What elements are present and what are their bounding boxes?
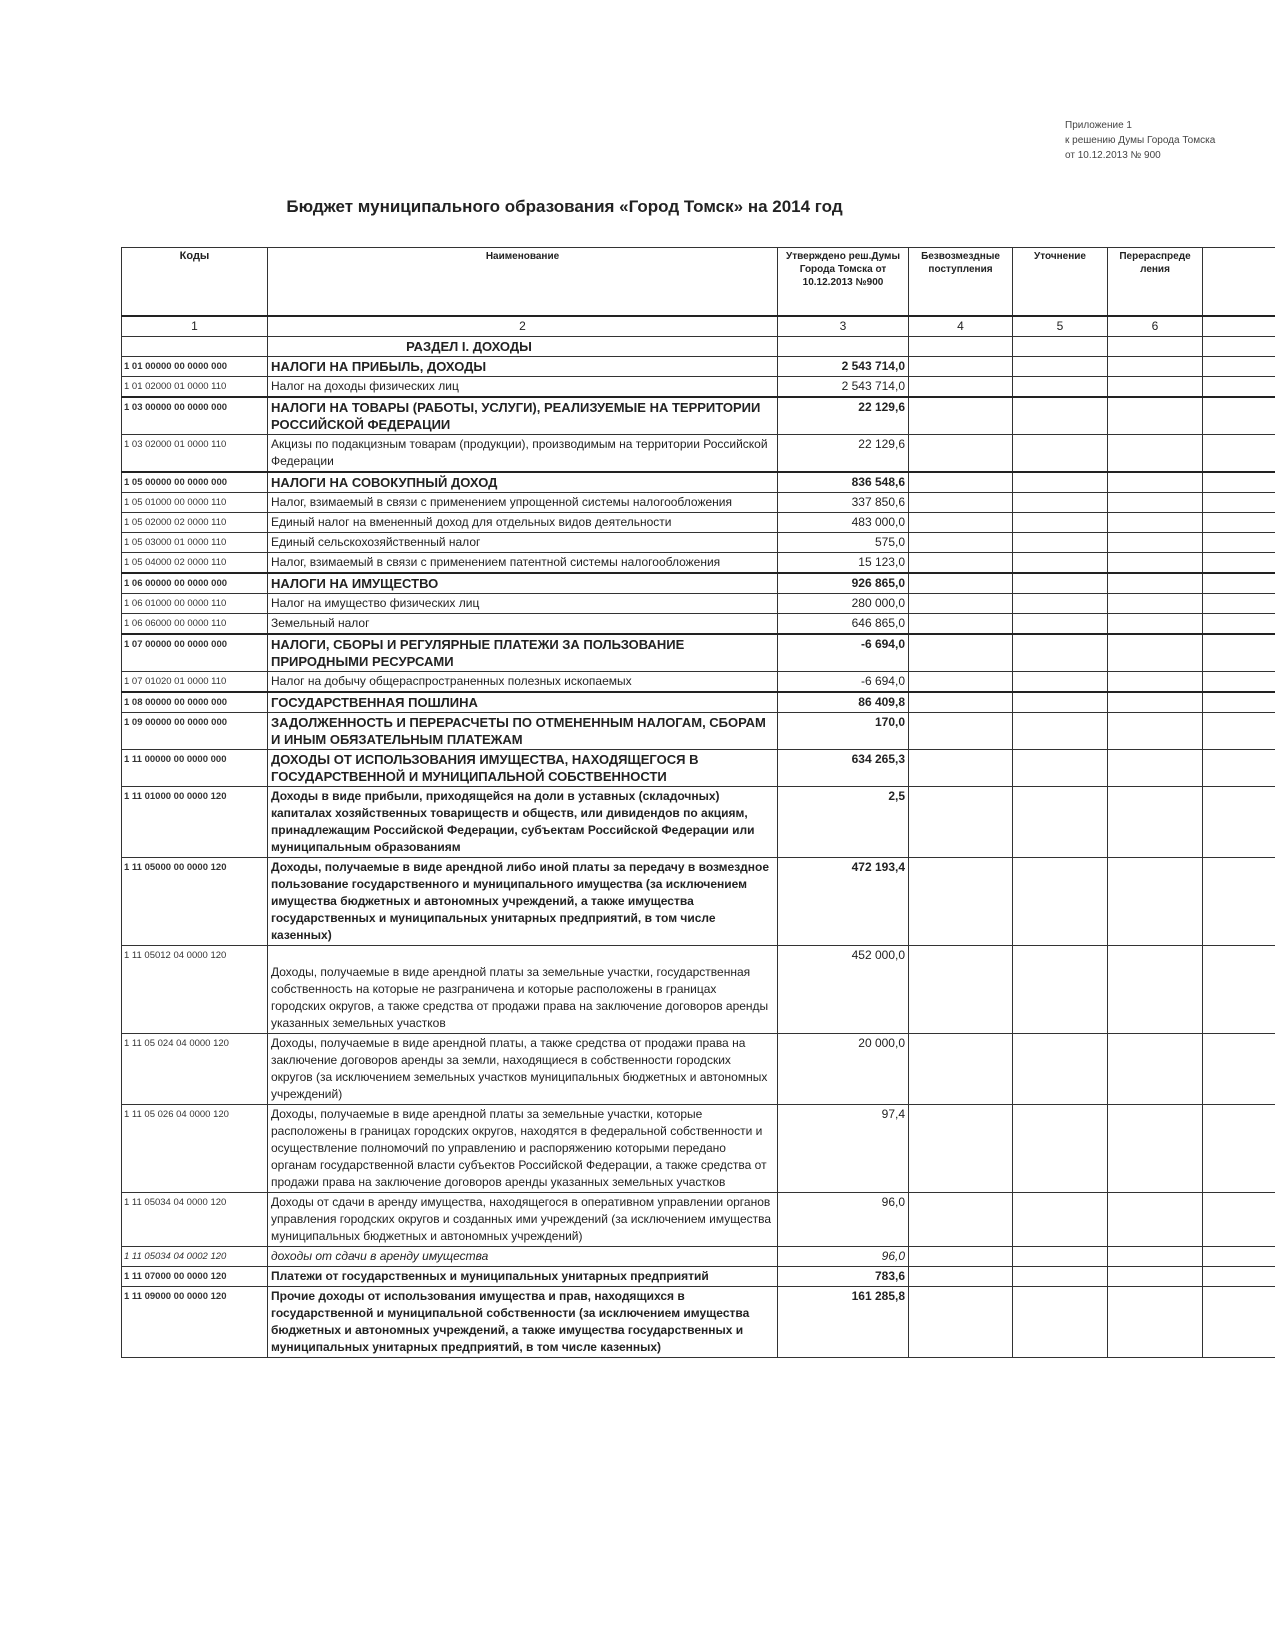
table-row	[122, 435, 1275, 473]
row-code: 1 07 01020 01 0000 110	[122, 672, 268, 693]
row-refinement-value	[1013, 377, 1108, 398]
row-approved-value: 472 193,4	[778, 858, 909, 946]
table-row	[122, 787, 1275, 858]
row-grants-value	[909, 1034, 1013, 1105]
row-extra-value	[1203, 858, 1275, 946]
row-extra-value	[1203, 614, 1275, 635]
row-name: Налог на добычу общераспространенных полезных ископаемых	[268, 672, 778, 693]
row-redistribution-value	[1108, 472, 1203, 493]
col-number: 4	[909, 316, 1013, 337]
row-name: ГОСУДАРСТВЕННАЯ ПОШЛИНА	[268, 692, 778, 713]
table-row	[122, 397, 1275, 435]
row-grants-value	[909, 357, 1013, 377]
row-code: 1 05 02000 02 0000 110	[122, 513, 268, 533]
row-code: 1 05 00000 00 0000 000	[122, 472, 268, 493]
row-name: Единый налог на вмененный доход для отдельных видов деятельности	[268, 513, 778, 533]
row-extra-value	[1203, 377, 1275, 398]
header-redistribution: Перераспреде ления	[1108, 248, 1203, 317]
row-grants-value	[909, 634, 1013, 672]
row-name: доходы от сдачи в аренду имущества	[268, 1247, 778, 1267]
row-extra-value	[1203, 1247, 1275, 1267]
row-approved-value: 575,0	[778, 533, 909, 553]
row-extra-value	[1203, 634, 1275, 672]
row-refinement-value	[1013, 787, 1108, 858]
table-row	[122, 553, 1275, 574]
row-grants-value	[909, 692, 1013, 713]
table-row	[122, 1193, 1275, 1247]
row-redistribution-value	[1108, 750, 1203, 787]
row-extra-value	[1203, 513, 1275, 533]
table-row	[122, 750, 1275, 787]
section-row	[122, 337, 1275, 357]
row-approved-value: 161 285,8	[778, 1287, 909, 1358]
row-approved-value: -6 694,0	[778, 634, 909, 672]
row-extra-value	[1203, 672, 1275, 693]
row-approved-value: 483 000,0	[778, 513, 909, 533]
row-name: НАЛОГИ НА СОВОКУПНЫЙ ДОХОД	[268, 472, 778, 493]
table-row	[122, 1034, 1275, 1105]
row-name: ЗАДОЛЖЕННОСТЬ И ПЕРЕРАСЧЕТЫ ПО ОТМЕНЕННЫМ НАЛОГАМ, СБОРАМ И ИНЫМ ОБЯЗАТЕЛЬНЫМ ПЛАТЕЖАМ	[268, 713, 778, 750]
table-row	[122, 573, 1275, 594]
row-code: 1 05 03000 01 0000 110	[122, 533, 268, 553]
row-name: Платежи от государственных и муниципальных унитарных предприятий	[268, 1267, 778, 1287]
row-grants-value	[909, 435, 1013, 473]
row-extra-value	[1203, 553, 1275, 574]
page-title: Бюджет муниципального образования «Город Томск» на 2014 год	[286, 197, 843, 216]
row-grants-value	[909, 1267, 1013, 1287]
table-row	[122, 1267, 1275, 1287]
row-refinement-value	[1013, 692, 1108, 713]
appendix-line-1: Приложение 1	[1065, 120, 1132, 131]
row-name: Доходы в виде прибыли, приходящейся на доли в уставных (складочных) капиталах хозяйственных товариществ и обществ, или дивидендов по акциям, принадлежащим Российской Федерации, субъектам Российской Федерации или муниципальным образованиям	[268, 787, 778, 858]
budget-table	[121, 247, 1275, 1358]
row-refinement-value	[1013, 946, 1108, 1034]
row-extra-value	[1203, 594, 1275, 614]
row-code: 1 03 02000 01 0000 110	[122, 435, 268, 473]
header-name: Наименование	[268, 248, 778, 317]
row-grants-value	[909, 946, 1013, 1034]
row-redistribution-value	[1108, 787, 1203, 858]
row-code: 1 11 00000 00 0000 000	[122, 750, 268, 787]
row-grants-value	[909, 713, 1013, 750]
row-grants-value	[909, 614, 1013, 635]
row-redistribution-value	[1108, 1193, 1203, 1247]
row-approved-value: 926 865,0	[778, 573, 909, 594]
header-extra	[1203, 248, 1275, 317]
row-grants-value	[909, 377, 1013, 398]
row-approved-value: 337 850,6	[778, 493, 909, 513]
row-grants-value	[909, 397, 1013, 435]
row-extra-value	[1203, 472, 1275, 493]
row-refinement-value	[1013, 750, 1108, 787]
row-approved-value: 280 000,0	[778, 594, 909, 614]
row-name: Доходы, получаемые в виде арендной платы за земельные участки, государственная собственность на которые не разграничена и которые расположены в границах городских округов, а также средства от продажи права на заключение договоров аренды указанных земельных участков	[268, 946, 778, 1034]
row-code: 1 09 00000 00 0000 000	[122, 713, 268, 750]
row-code: 1 11 05012 04 0000 120	[122, 946, 268, 1034]
row-redistribution-value	[1108, 713, 1203, 750]
row-grants-value	[909, 513, 1013, 533]
table-row	[122, 858, 1275, 946]
row-refinement-value	[1013, 533, 1108, 553]
row-name: НАЛОГИ НА ИМУЩЕСТВО	[268, 573, 778, 594]
row-code: 1 06 01000 00 0000 110	[122, 594, 268, 614]
row-grants-value	[909, 533, 1013, 553]
row-redistribution-value	[1108, 672, 1203, 693]
row-grants-value	[909, 573, 1013, 594]
row-extra-value	[1203, 1105, 1275, 1193]
row-extra-value	[1203, 357, 1275, 377]
row-approved-value: 783,6	[778, 1267, 909, 1287]
row-code: 1 08 00000 00 0000 000	[122, 692, 268, 713]
row-extra-value	[1203, 1267, 1275, 1287]
table-row	[122, 634, 1275, 672]
table-row	[122, 672, 1275, 693]
table-row	[122, 493, 1275, 513]
row-refinement-value	[1013, 553, 1108, 574]
row-refinement-value	[1013, 1247, 1108, 1267]
row-refinement-value	[1013, 397, 1108, 435]
row-code: 1 11 05000 00 0000 120	[122, 858, 268, 946]
row-refinement-value	[1013, 1267, 1108, 1287]
table-row	[122, 713, 1275, 750]
row-extra-value	[1203, 397, 1275, 435]
row-grants-value	[909, 1247, 1013, 1267]
table-row	[122, 946, 1275, 1034]
row-approved-value: 86 409,8	[778, 692, 909, 713]
table-row	[122, 472, 1275, 493]
row-redistribution-value	[1108, 946, 1203, 1034]
row-redistribution-value	[1108, 435, 1203, 473]
row-grants-value	[909, 1105, 1013, 1193]
row-extra-value	[1203, 750, 1275, 787]
table-row	[122, 533, 1275, 553]
row-refinement-value	[1013, 472, 1108, 493]
row-redistribution-value	[1108, 1034, 1203, 1105]
row-redistribution-value	[1108, 1105, 1203, 1193]
row-name: НАЛОГИ НА ПРИБЫЛЬ, ДОХОДЫ	[268, 357, 778, 377]
row-redistribution-value	[1108, 533, 1203, 553]
table-row	[122, 692, 1275, 713]
col-number	[1203, 316, 1275, 337]
col-number: 3	[778, 316, 909, 337]
col-number: 6	[1108, 316, 1203, 337]
row-code: 1 11 05034 04 0002 120	[122, 1247, 268, 1267]
row-name: Доходы, получаемые в виде арендной либо иной платы за передачу в возмездное пользование государственного и муниципального имущества (за исключением имущества бюджетных и автономных учреждений, а также имущества государственных и муниципальных унитарных предприятий, в том числе казенных)	[268, 858, 778, 946]
row-code: 1 11 05 026 04 0000 120	[122, 1105, 268, 1193]
row-refinement-value	[1013, 614, 1108, 635]
row-approved-value: 97,4	[778, 1105, 909, 1193]
row-grants-value	[909, 493, 1013, 513]
row-name: НАЛОГИ НА ТОВАРЫ (РАБОТЫ, УСЛУГИ), РЕАЛИЗУЕМЫЕ НА ТЕРРИТОРИИ РОССИЙСКОЙ ФЕДЕРАЦИИ	[268, 397, 778, 435]
row-refinement-value	[1013, 1287, 1108, 1358]
row-code: 1 01 00000 00 0000 000	[122, 357, 268, 377]
row-code: 1 05 01000 00 0000 110	[122, 493, 268, 513]
section-title: РАЗДЕЛ I. ДОХОДЫ	[268, 337, 778, 357]
row-refinement-value	[1013, 713, 1108, 750]
row-redistribution-value	[1108, 553, 1203, 574]
row-grants-value	[909, 472, 1013, 493]
row-code: 1 11 01000 00 0000 120	[122, 787, 268, 858]
col-number: 2	[268, 316, 778, 337]
row-extra-value	[1203, 573, 1275, 594]
appendix-line-3: от 10.12.2013 № 900	[1065, 150, 1161, 161]
row-refinement-value	[1013, 513, 1108, 533]
row-grants-value	[909, 1287, 1013, 1358]
row-grants-value	[909, 787, 1013, 858]
row-name: Акцизы по подакцизным товарам (продукции), производимым на территории Российской Федерации	[268, 435, 778, 473]
row-code: 1 05 04000 02 0000 110	[122, 553, 268, 574]
row-name: Единый сельскохозяйственный налог	[268, 533, 778, 553]
row-redistribution-value	[1108, 573, 1203, 594]
row-redistribution-value	[1108, 858, 1203, 946]
row-approved-value: 22 129,6	[778, 397, 909, 435]
row-code: 1 11 09000 00 0000 120	[122, 1287, 268, 1358]
row-refinement-value	[1013, 672, 1108, 693]
row-code: 1 11 05034 04 0000 120	[122, 1193, 268, 1247]
row-approved-value: 170,0	[778, 713, 909, 750]
row-redistribution-value	[1108, 1287, 1203, 1358]
row-grants-value	[909, 594, 1013, 614]
col-number: 1	[122, 316, 268, 337]
table-row	[122, 513, 1275, 533]
table-row	[122, 377, 1275, 398]
row-approved-value: 452 000,0	[778, 946, 909, 1034]
row-approved-value: 836 548,6	[778, 472, 909, 493]
row-extra-value	[1203, 493, 1275, 513]
row-refinement-value	[1013, 493, 1108, 513]
row-extra-value	[1203, 1193, 1275, 1247]
table-row	[122, 1247, 1275, 1267]
row-refinement-value	[1013, 634, 1108, 672]
row-grants-value	[909, 672, 1013, 693]
row-approved-value: -6 694,0	[778, 672, 909, 693]
row-redistribution-value	[1108, 493, 1203, 513]
row-name: Доходы, получаемые в виде арендной платы за земельные участки, которые расположены в границах городских округов, находятся в федеральной собственности и осуществление полномочий по управлению и распоряжению которыми передано органам государственной власти субъектов Российской Федерации, а также средства от продажи права на заключение договоров аренды указанных земельных участков	[268, 1105, 778, 1193]
row-code: 1 03 00000 00 0000 000	[122, 397, 268, 435]
row-name: Налог на доходы физических лиц	[268, 377, 778, 398]
row-name: Налог на имущество физических лиц	[268, 594, 778, 614]
row-approved-value: 2,5	[778, 787, 909, 858]
row-extra-value	[1203, 1287, 1275, 1358]
table-row	[122, 357, 1275, 377]
header-refinement: Уточнение	[1013, 248, 1108, 317]
row-name: ДОХОДЫ ОТ ИСПОЛЬЗОВАНИЯ ИМУЩЕСТВА, НАХОДЯЩЕГОСЯ В ГОСУДАРСТВЕННОЙ И МУНИЦИПАЛЬНОЙ СОБСТВЕННОСТИ	[268, 750, 778, 787]
row-redistribution-value	[1108, 614, 1203, 635]
header-grants: Безвозмездные поступления	[909, 248, 1013, 317]
appendix-line-2: к решению Думы Города Томска	[1065, 135, 1216, 146]
row-grants-value	[909, 553, 1013, 574]
row-name: Налог, взимаемый в связи с применением упрощенной системы налогообложения	[268, 493, 778, 513]
row-code: 1 11 07000 00 0000 120	[122, 1267, 268, 1287]
row-approved-value: 22 129,6	[778, 435, 909, 473]
row-name: Доходы, получаемые в виде арендной платы, а также средства от продажи права на заключение договоров аренды за земли, находящиеся в собственности городских округов (за исключением земельных участков муниципальных бюджетных и автономных учреждений)	[268, 1034, 778, 1105]
row-approved-value: 2 543 714,0	[778, 377, 909, 398]
row-refinement-value	[1013, 1034, 1108, 1105]
row-grants-value	[909, 858, 1013, 946]
row-refinement-value	[1013, 1193, 1108, 1247]
table-row	[122, 1105, 1275, 1193]
row-refinement-value	[1013, 594, 1108, 614]
row-name: Налог, взимаемый в связи с применением патентной системы налогообложения	[268, 553, 778, 574]
row-approved-value: 15 123,0	[778, 553, 909, 574]
row-extra-value	[1203, 787, 1275, 858]
row-extra-value	[1203, 533, 1275, 553]
row-refinement-value	[1013, 435, 1108, 473]
row-redistribution-value	[1108, 357, 1203, 377]
header-approved: Утверждено реш.Думы Города Томска от 10.12.2013 №900	[778, 248, 909, 317]
row-redistribution-value	[1108, 377, 1203, 398]
row-name: НАЛОГИ, СБОРЫ И РЕГУЛЯРНЫЕ ПЛАТЕЖИ ЗА ПОЛЬЗОВАНИЕ ПРИРОДНЫМИ РЕСУРСАМИ	[268, 634, 778, 672]
table-row	[122, 1287, 1275, 1358]
row-extra-value	[1203, 435, 1275, 473]
row-code: 1 06 06000 00 0000 110	[122, 614, 268, 635]
row-name: Земельный налог	[268, 614, 778, 635]
row-extra-value	[1203, 946, 1275, 1034]
row-refinement-value	[1013, 858, 1108, 946]
row-code: 1 01 02000 01 0000 110	[122, 377, 268, 398]
row-extra-value	[1203, 1034, 1275, 1105]
row-redistribution-value	[1108, 594, 1203, 614]
row-name: Прочие доходы от использования имущества и прав, находящихся в государственной и муниципальной собственности (за исключением имущества бюджетных и автономных учреждений, а также имущества государственных и муниципальных унитарных предприятий, в том числе казенных)	[268, 1287, 778, 1358]
row-approved-value: 634 265,3	[778, 750, 909, 787]
row-approved-value: 646 865,0	[778, 614, 909, 635]
row-code: 1 06 00000 00 0000 000	[122, 573, 268, 594]
row-refinement-value	[1013, 1105, 1108, 1193]
row-name: Доходы от сдачи в аренду имущества, находящегося в оперативном управлении органов управления городских округов и созданных ими учреждений (за исключением имущества муниципальных бюджетных и автономных учреждений)	[268, 1193, 778, 1247]
row-redistribution-value	[1108, 397, 1203, 435]
row-redistribution-value	[1108, 1247, 1203, 1267]
row-code: 1 11 05 024 04 0000 120	[122, 1034, 268, 1105]
row-approved-value: 2 543 714,0	[778, 357, 909, 377]
row-redistribution-value	[1108, 692, 1203, 713]
row-redistribution-value	[1108, 634, 1203, 672]
table-header-row	[122, 248, 1275, 317]
row-approved-value: 96,0	[778, 1247, 909, 1267]
row-grants-value	[909, 1193, 1013, 1247]
table-row	[122, 594, 1275, 614]
row-approved-value: 96,0	[778, 1193, 909, 1247]
col-number: 5	[1013, 316, 1108, 337]
row-redistribution-value	[1108, 513, 1203, 533]
row-refinement-value	[1013, 357, 1108, 377]
row-redistribution-value	[1108, 1267, 1203, 1287]
row-grants-value	[909, 750, 1013, 787]
table-row	[122, 614, 1275, 635]
row-extra-value	[1203, 692, 1275, 713]
row-approved-value: 20 000,0	[778, 1034, 909, 1105]
header-codes: Коды	[122, 248, 268, 317]
row-extra-value	[1203, 713, 1275, 750]
column-number-row	[122, 316, 1275, 337]
row-code: 1 07 00000 00 0000 000	[122, 634, 268, 672]
row-refinement-value	[1013, 573, 1108, 594]
appendix-note	[1065, 118, 1215, 163]
